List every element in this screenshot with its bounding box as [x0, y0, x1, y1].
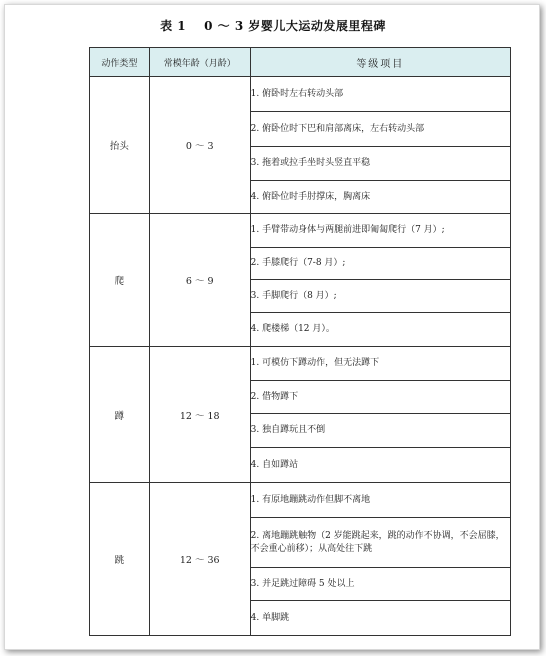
category-cell: 跳: [90, 483, 150, 636]
table-title-text: 0 ～ 3 岁婴儿大运动发展里程碑: [204, 19, 386, 33]
item-cell: 2. 离地蹦跳触物（2 岁能跳起来，跳的动作不协调，不会屈膝，不会重心前移）；从高处往下跳: [250, 518, 510, 568]
age-cell: 0 ～ 3: [149, 77, 250, 214]
item-cell: 2. 俯卧位时下巴和肩部离床，左右转动头部: [250, 112, 510, 147]
age-cell: 12 ～ 18: [149, 347, 250, 483]
table-row: [90, 483, 511, 518]
item-cell: 4. 俯卧位时手肘撑床，胸离床: [250, 181, 510, 214]
item-cell: 4. 爬楼梯（12 月）。: [250, 313, 510, 347]
header-row: [90, 48, 511, 77]
table-row: [90, 214, 511, 248]
table-row: [90, 77, 511, 112]
table-number: 表 1: [160, 19, 187, 33]
item-cell: 2. 手膝爬行（7-8 月）;: [250, 248, 510, 280]
milestone-table: [89, 47, 511, 636]
age-cell: 6 ～ 9: [149, 214, 250, 347]
item-cell: 3. 手脚爬行（8 月）;: [250, 280, 510, 313]
table-row: [90, 347, 511, 381]
item-cell: 1. 可模仿下蹲动作，但无法蹲下: [250, 347, 510, 381]
header-age: 常模年龄（月龄）: [149, 48, 250, 77]
item-cell: 3. 并足跳过障碍 5 处以上: [250, 568, 510, 601]
category-cell: 爬: [90, 214, 150, 347]
document-page: [4, 4, 540, 650]
header-category: 动作类型: [90, 48, 150, 77]
item-cell: 3. 拖着或拉手坐时头竖直平稳: [250, 147, 510, 181]
item-cell: 4. 自如蹲站: [250, 448, 510, 483]
table-title: [5, 17, 541, 34]
item-cell: 1. 手臂带动身体与两腿前进即匍匐爬行（7 月）;: [250, 214, 510, 248]
category-cell: 抬头: [90, 77, 150, 214]
item-cell: 4. 单脚跳: [250, 601, 510, 636]
age-cell: 12 ～ 36: [149, 483, 250, 636]
item-cell: 1. 有原地蹦跳动作但脚不离地: [250, 483, 510, 518]
header-level: 等级项目: [250, 48, 510, 77]
category-cell: 蹲: [90, 347, 150, 483]
item-cell: 2. 借物蹲下: [250, 381, 510, 414]
item-cell: 3. 独自蹲玩且不倒: [250, 414, 510, 448]
item-cell: 1. 俯卧时左右转动头部: [250, 77, 510, 112]
